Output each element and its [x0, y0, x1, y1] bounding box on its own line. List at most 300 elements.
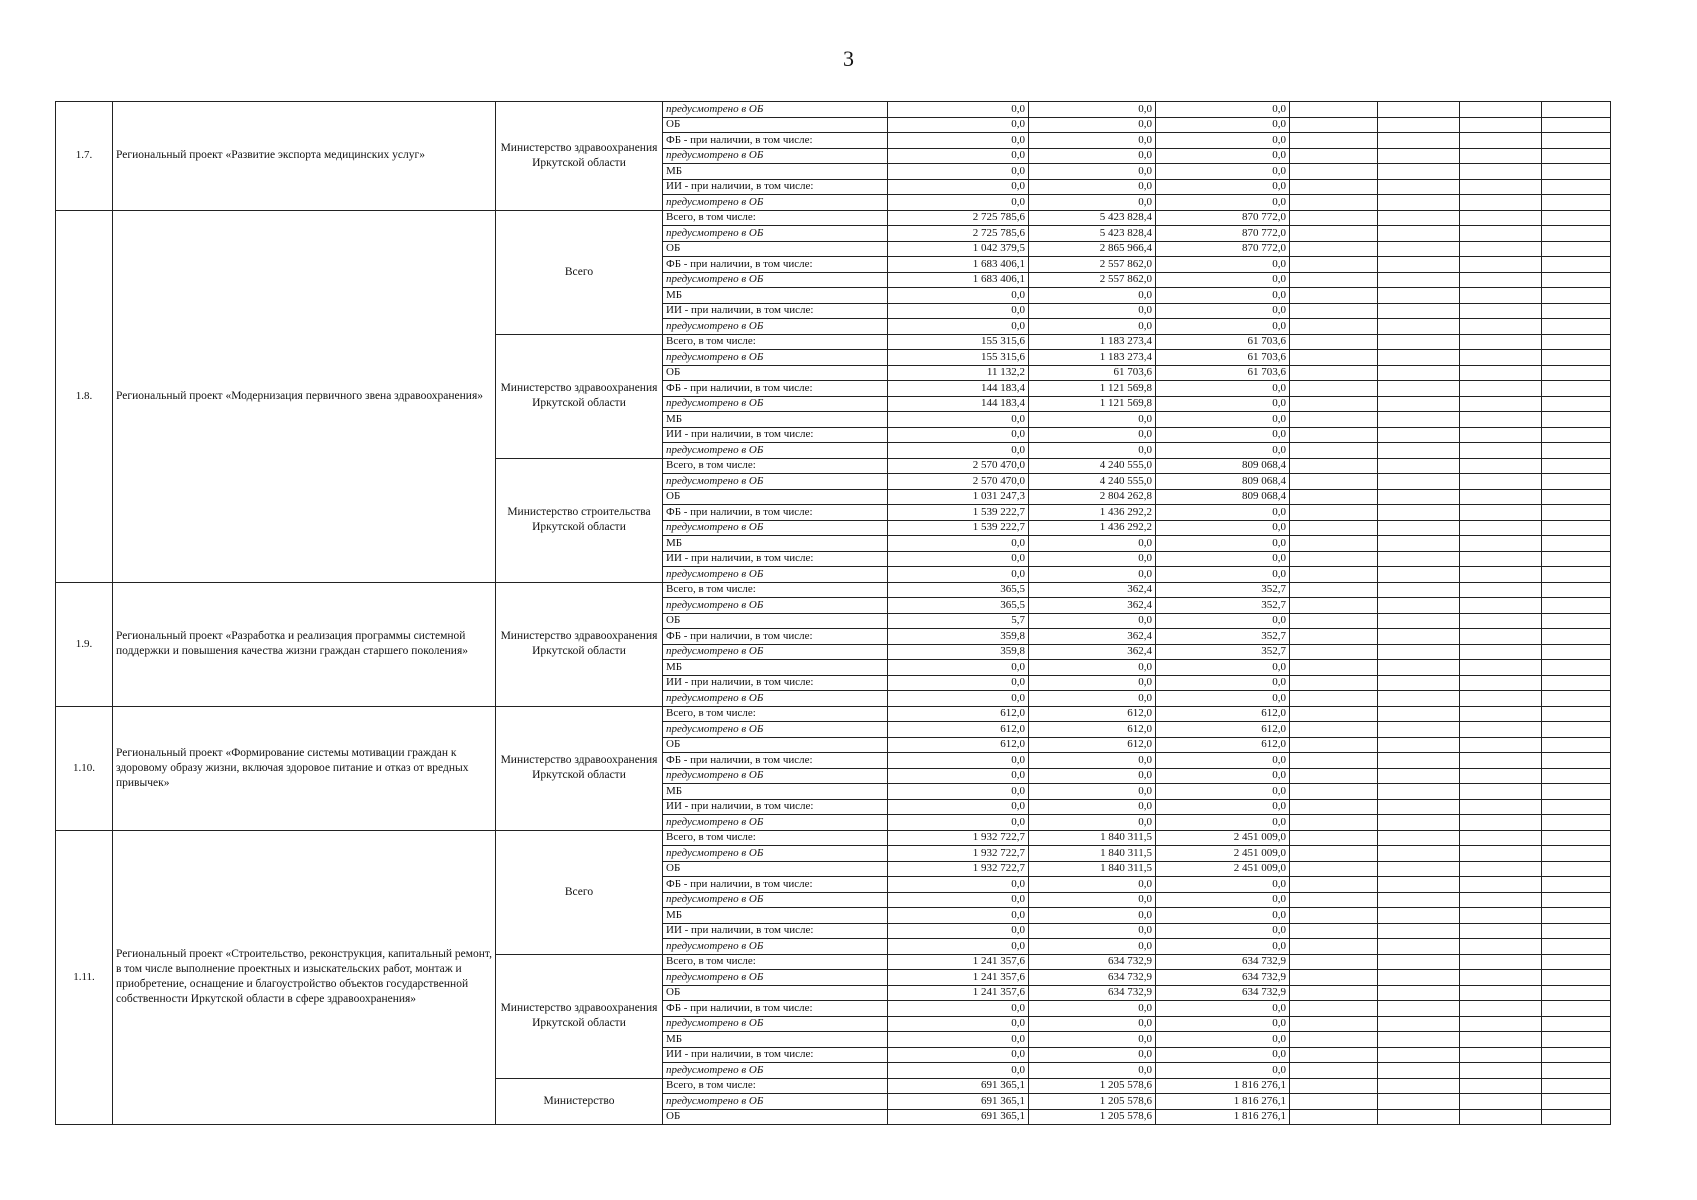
empty-cell: [1460, 722, 1542, 738]
amount-cell: 365,5: [888, 598, 1029, 614]
empty-cell: [1290, 319, 1378, 335]
amount-cell: 61 703,6: [1156, 334, 1290, 350]
empty-cell: [1542, 1016, 1611, 1032]
empty-cell: [1542, 396, 1611, 412]
amount-cell: 0,0: [1156, 133, 1290, 149]
empty-cell: [1542, 1063, 1611, 1079]
funding-source-label: Всего, в том числе:: [663, 706, 888, 722]
empty-cell: [1290, 815, 1378, 831]
item-name: Региональный проект «Модернизация первичного звена здравоохранения»: [113, 210, 496, 582]
empty-cell: [1290, 257, 1378, 273]
empty-cell: [1378, 737, 1460, 753]
empty-cell: [1542, 210, 1611, 226]
empty-cell: [1542, 288, 1611, 304]
amount-cell: 1 816 276,1: [1156, 1094, 1290, 1110]
funding-source-label: МБ: [663, 908, 888, 924]
funding-source-label: предусмотрено в ОБ: [663, 474, 888, 490]
empty-cell: [1542, 675, 1611, 691]
empty-cell: [1378, 1001, 1460, 1017]
amount-cell: 0,0: [1029, 117, 1156, 133]
executor-cell: Министерство здравоохранения Иркутской области: [496, 582, 663, 706]
amount-cell: 1 683 406,1: [888, 257, 1029, 273]
empty-cell: [1460, 1078, 1542, 1094]
amount-cell: 0,0: [1029, 427, 1156, 443]
funding-source-label: МБ: [663, 412, 888, 428]
amount-cell: 5 423 828,4: [1029, 210, 1156, 226]
amount-cell: 809 068,4: [1156, 458, 1290, 474]
empty-cell: [1378, 861, 1460, 877]
funding-source-label: ИИ - при наличии, в том числе:: [663, 427, 888, 443]
empty-cell: [1378, 505, 1460, 521]
amount-cell: 144 183,4: [888, 381, 1029, 397]
empty-cell: [1460, 892, 1542, 908]
empty-cell: [1290, 582, 1378, 598]
amount-cell: 0,0: [1029, 877, 1156, 893]
empty-cell: [1542, 179, 1611, 195]
amount-cell: 1 121 569,8: [1029, 396, 1156, 412]
empty-cell: [1290, 660, 1378, 676]
amount-cell: 0,0: [1029, 660, 1156, 676]
empty-cell: [1290, 148, 1378, 164]
amount-cell: 2 451 009,0: [1156, 846, 1290, 862]
amount-cell: 870 772,0: [1156, 210, 1290, 226]
funding-source-label: предусмотрено в ОБ: [663, 195, 888, 211]
empty-cell: [1290, 536, 1378, 552]
empty-cell: [1290, 1016, 1378, 1032]
empty-cell: [1542, 272, 1611, 288]
amount-cell: 0,0: [1029, 691, 1156, 707]
funding-source-label: предусмотрено в ОБ: [663, 319, 888, 335]
empty-cell: [1460, 675, 1542, 691]
empty-cell: [1378, 985, 1460, 1001]
empty-cell: [1290, 303, 1378, 319]
empty-cell: [1378, 179, 1460, 195]
executor-cell: Министерство здравоохранения Иркутской области: [496, 334, 663, 458]
funding-source-label: предусмотрено в ОБ: [663, 1063, 888, 1079]
empty-cell: [1460, 551, 1542, 567]
empty-cell: [1378, 443, 1460, 459]
amount-cell: 691 365,1: [888, 1094, 1029, 1110]
empty-cell: [1378, 598, 1460, 614]
amount-cell: 612,0: [1029, 706, 1156, 722]
amount-cell: 61 703,6: [1156, 365, 1290, 381]
item-number: 1.8.: [56, 210, 113, 582]
empty-cell: [1542, 582, 1611, 598]
empty-cell: [1290, 164, 1378, 180]
amount-cell: 4 240 555,0: [1029, 458, 1156, 474]
funding-source-label: ИИ - при наличии, в том числе:: [663, 923, 888, 939]
empty-cell: [1460, 195, 1542, 211]
empty-cell: [1378, 164, 1460, 180]
empty-cell: [1460, 396, 1542, 412]
executor-cell: Всего: [496, 830, 663, 954]
funding-source-label: предусмотрено в ОБ: [663, 443, 888, 459]
empty-cell: [1378, 908, 1460, 924]
funding-source-label: ОБ: [663, 613, 888, 629]
empty-cell: [1542, 753, 1611, 769]
empty-cell: [1378, 1032, 1460, 1048]
empty-cell: [1460, 1047, 1542, 1063]
empty-cell: [1290, 908, 1378, 924]
empty-cell: [1460, 737, 1542, 753]
amount-cell: 634 732,9: [1156, 970, 1290, 986]
amount-cell: 1 816 276,1: [1156, 1078, 1290, 1094]
empty-cell: [1290, 334, 1378, 350]
empty-cell: [1460, 613, 1542, 629]
funding-source-label: предусмотрено в ОБ: [663, 644, 888, 660]
amount-cell: 0,0: [1029, 675, 1156, 691]
empty-cell: [1542, 1094, 1611, 1110]
amount-cell: 0,0: [1156, 381, 1290, 397]
empty-cell: [1542, 164, 1611, 180]
funding-source-label: предусмотрено в ОБ: [663, 350, 888, 366]
amount-cell: 0,0: [1156, 505, 1290, 521]
funding-source-label: ИИ - при наличии, в том числе:: [663, 179, 888, 195]
funding-source-label: Всего, в том числе:: [663, 334, 888, 350]
empty-cell: [1290, 706, 1378, 722]
empty-cell: [1378, 334, 1460, 350]
amount-cell: 359,8: [888, 644, 1029, 660]
empty-cell: [1378, 1094, 1460, 1110]
empty-cell: [1542, 365, 1611, 381]
funding-source-label: ИИ - при наличии, в том числе:: [663, 799, 888, 815]
amount-cell: 0,0: [888, 939, 1029, 955]
empty-cell: [1290, 412, 1378, 428]
empty-cell: [1378, 241, 1460, 257]
amount-cell: 352,7: [1156, 582, 1290, 598]
empty-cell: [1378, 551, 1460, 567]
empty-cell: [1460, 210, 1542, 226]
item-name: Региональный проект «Разработка и реализация программы системной поддержки и повышения качества жизни граждан старшего поколения»: [113, 582, 496, 706]
empty-cell: [1290, 567, 1378, 583]
empty-cell: [1290, 939, 1378, 955]
funding-source-label: ИИ - при наличии, в том числе:: [663, 551, 888, 567]
empty-cell: [1460, 288, 1542, 304]
empty-cell: [1460, 443, 1542, 459]
amount-cell: 0,0: [1029, 133, 1156, 149]
empty-cell: [1542, 954, 1611, 970]
empty-cell: [1460, 939, 1542, 955]
empty-cell: [1460, 815, 1542, 831]
empty-cell: [1378, 257, 1460, 273]
empty-cell: [1290, 489, 1378, 505]
funding-source-label: МБ: [663, 660, 888, 676]
empty-cell: [1378, 365, 1460, 381]
empty-cell: [1378, 1078, 1460, 1094]
amount-cell: 0,0: [888, 784, 1029, 800]
amount-cell: 2 570 470,0: [888, 458, 1029, 474]
empty-cell: [1460, 179, 1542, 195]
amount-cell: 612,0: [888, 706, 1029, 722]
empty-cell: [1378, 970, 1460, 986]
empty-cell: [1378, 923, 1460, 939]
empty-cell: [1460, 474, 1542, 490]
empty-cell: [1460, 226, 1542, 242]
empty-cell: [1290, 133, 1378, 149]
empty-cell: [1290, 520, 1378, 536]
empty-cell: [1378, 753, 1460, 769]
amount-cell: 0,0: [1029, 892, 1156, 908]
amount-cell: 0,0: [1029, 179, 1156, 195]
funding-source-label: предусмотрено в ОБ: [663, 939, 888, 955]
amount-cell: 612,0: [888, 737, 1029, 753]
item-name: Региональный проект «Развитие экспорта медицинских услуг»: [113, 102, 496, 211]
amount-cell: 0,0: [888, 303, 1029, 319]
empty-cell: [1460, 458, 1542, 474]
amount-cell: 0,0: [1156, 179, 1290, 195]
empty-cell: [1542, 303, 1611, 319]
amount-cell: 1 816 276,1: [1156, 1109, 1290, 1125]
empty-cell: [1378, 1047, 1460, 1063]
funding-source-label: предусмотрено в ОБ: [663, 396, 888, 412]
empty-cell: [1378, 536, 1460, 552]
empty-cell: [1290, 970, 1378, 986]
amount-cell: 0,0: [1156, 1032, 1290, 1048]
amount-cell: 0,0: [1029, 1047, 1156, 1063]
amount-cell: 0,0: [888, 768, 1029, 784]
empty-cell: [1542, 381, 1611, 397]
amount-cell: 0,0: [1156, 319, 1290, 335]
amount-cell: 612,0: [1156, 706, 1290, 722]
amount-cell: 0,0: [888, 1032, 1029, 1048]
funding-source-label: ФБ - при наличии, в том числе:: [663, 629, 888, 645]
empty-cell: [1460, 644, 1542, 660]
amount-cell: 0,0: [888, 923, 1029, 939]
funding-source-label: ОБ: [663, 241, 888, 257]
amount-cell: 0,0: [1156, 1016, 1290, 1032]
empty-cell: [1378, 877, 1460, 893]
empty-cell: [1378, 830, 1460, 846]
empty-cell: [1290, 1001, 1378, 1017]
executor-cell: Министерство здравоохранения Иркутской области: [496, 706, 663, 830]
amount-cell: 0,0: [1156, 939, 1290, 955]
empty-cell: [1460, 877, 1542, 893]
amount-cell: 0,0: [1029, 613, 1156, 629]
amount-cell: 0,0: [888, 195, 1029, 211]
empty-cell: [1378, 148, 1460, 164]
empty-cell: [1460, 412, 1542, 428]
funding-source-label: Всего, в том числе:: [663, 830, 888, 846]
amount-cell: 2 557 862,0: [1029, 272, 1156, 288]
empty-cell: [1378, 1063, 1460, 1079]
empty-cell: [1378, 954, 1460, 970]
amount-cell: 1 932 722,7: [888, 846, 1029, 862]
amount-cell: 0,0: [1156, 195, 1290, 211]
amount-cell: 0,0: [888, 815, 1029, 831]
empty-cell: [1460, 846, 1542, 862]
empty-cell: [1290, 1109, 1378, 1125]
funding-source-label: ОБ: [663, 365, 888, 381]
funding-source-label: ОБ: [663, 737, 888, 753]
empty-cell: [1542, 660, 1611, 676]
empty-cell: [1378, 412, 1460, 428]
empty-cell: [1378, 195, 1460, 211]
amount-cell: 0,0: [888, 799, 1029, 815]
amount-cell: 612,0: [888, 722, 1029, 738]
empty-cell: [1460, 536, 1542, 552]
amount-cell: 0,0: [1156, 753, 1290, 769]
amount-cell: 0,0: [888, 675, 1029, 691]
amount-cell: 809 068,4: [1156, 489, 1290, 505]
empty-cell: [1378, 613, 1460, 629]
empty-cell: [1542, 706, 1611, 722]
amount-cell: 2 804 262,8: [1029, 489, 1156, 505]
funding-source-label: ФБ - при наличии, в том числе:: [663, 505, 888, 521]
funding-source-label: предусмотрено в ОБ: [663, 691, 888, 707]
empty-cell: [1290, 1032, 1378, 1048]
empty-cell: [1542, 257, 1611, 273]
empty-cell: [1460, 582, 1542, 598]
empty-cell: [1542, 1047, 1611, 1063]
amount-cell: 0,0: [888, 319, 1029, 335]
amount-cell: 1 042 379,5: [888, 241, 1029, 257]
executor-cell: Всего: [496, 210, 663, 334]
amount-cell: 155 315,6: [888, 350, 1029, 366]
funding-source-label: ИИ - при наличии, в том числе:: [663, 1047, 888, 1063]
amount-cell: 0,0: [1156, 613, 1290, 629]
amount-cell: 0,0: [1156, 427, 1290, 443]
amount-cell: 362,4: [1029, 582, 1156, 598]
empty-cell: [1290, 954, 1378, 970]
empty-cell: [1378, 458, 1460, 474]
empty-cell: [1290, 675, 1378, 691]
amount-cell: 1 932 722,7: [888, 830, 1029, 846]
empty-cell: [1542, 536, 1611, 552]
empty-cell: [1542, 117, 1611, 133]
amount-cell: 0,0: [1156, 412, 1290, 428]
empty-cell: [1460, 102, 1542, 118]
empty-cell: [1290, 210, 1378, 226]
amount-cell: 0,0: [1029, 164, 1156, 180]
empty-cell: [1290, 877, 1378, 893]
amount-cell: 0,0: [888, 908, 1029, 924]
empty-cell: [1290, 179, 1378, 195]
funding-source-label: ФБ - при наличии, в том числе:: [663, 1001, 888, 1017]
amount-cell: 0,0: [1156, 691, 1290, 707]
amount-cell: 634 732,9: [1029, 985, 1156, 1001]
funding-source-label: предусмотрено в ОБ: [663, 102, 888, 118]
amount-cell: 0,0: [1029, 536, 1156, 552]
amount-cell: 0,0: [1029, 753, 1156, 769]
amount-cell: 0,0: [888, 567, 1029, 583]
funding-source-label: предусмотрено в ОБ: [663, 970, 888, 986]
empty-cell: [1290, 350, 1378, 366]
empty-cell: [1290, 753, 1378, 769]
amount-cell: 0,0: [1156, 148, 1290, 164]
amount-cell: 691 365,1: [888, 1109, 1029, 1125]
empty-cell: [1290, 846, 1378, 862]
amount-cell: 1 539 222,7: [888, 505, 1029, 521]
amount-cell: 2 557 862,0: [1029, 257, 1156, 273]
empty-cell: [1542, 443, 1611, 459]
empty-cell: [1542, 489, 1611, 505]
empty-cell: [1460, 970, 1542, 986]
empty-cell: [1542, 319, 1611, 335]
amount-cell: 0,0: [1156, 923, 1290, 939]
empty-cell: [1290, 288, 1378, 304]
amount-cell: 0,0: [888, 443, 1029, 459]
empty-cell: [1542, 458, 1611, 474]
table-row: [56, 830, 1611, 846]
amount-cell: 359,8: [888, 629, 1029, 645]
empty-cell: [1542, 861, 1611, 877]
amount-cell: 1 183 273,4: [1029, 350, 1156, 366]
amount-cell: 0,0: [1029, 784, 1156, 800]
empty-cell: [1378, 226, 1460, 242]
empty-cell: [1290, 272, 1378, 288]
amount-cell: 612,0: [1029, 722, 1156, 738]
funding-source-label: ОБ: [663, 117, 888, 133]
amount-cell: 0,0: [1156, 768, 1290, 784]
item-number: 1.7.: [56, 102, 113, 211]
funding-source-label: Всего, в том числе:: [663, 210, 888, 226]
empty-cell: [1290, 768, 1378, 784]
empty-cell: [1460, 257, 1542, 273]
empty-cell: [1460, 985, 1542, 1001]
empty-cell: [1460, 381, 1542, 397]
empty-cell: [1378, 117, 1460, 133]
amount-cell: 362,4: [1029, 629, 1156, 645]
amount-cell: 0,0: [1029, 908, 1156, 924]
amount-cell: 0,0: [888, 877, 1029, 893]
funding-source-label: предусмотрено в ОБ: [663, 567, 888, 583]
amount-cell: 0,0: [888, 691, 1029, 707]
amount-cell: 0,0: [1156, 877, 1290, 893]
amount-cell: 0,0: [888, 1047, 1029, 1063]
empty-cell: [1460, 706, 1542, 722]
empty-cell: [1378, 474, 1460, 490]
empty-cell: [1378, 892, 1460, 908]
empty-cell: [1290, 117, 1378, 133]
empty-cell: [1542, 551, 1611, 567]
amount-cell: 0,0: [1156, 520, 1290, 536]
funding-source-label: МБ: [663, 536, 888, 552]
empty-cell: [1460, 117, 1542, 133]
amount-cell: 0,0: [888, 660, 1029, 676]
empty-cell: [1290, 427, 1378, 443]
funding-source-label: предусмотрено в ОБ: [663, 1094, 888, 1110]
empty-cell: [1378, 691, 1460, 707]
amount-cell: 365,5: [888, 582, 1029, 598]
empty-cell: [1542, 505, 1611, 521]
empty-cell: [1378, 660, 1460, 676]
empty-cell: [1542, 737, 1611, 753]
amount-cell: 0,0: [1029, 567, 1156, 583]
funding-source-label: ИИ - при наличии, в том числе:: [663, 303, 888, 319]
empty-cell: [1378, 567, 1460, 583]
amount-cell: 612,0: [1156, 722, 1290, 738]
empty-cell: [1460, 908, 1542, 924]
amount-cell: 1 241 357,6: [888, 954, 1029, 970]
amount-cell: 0,0: [1029, 815, 1156, 831]
table-row: [56, 102, 1611, 118]
empty-cell: [1460, 784, 1542, 800]
empty-cell: [1542, 474, 1611, 490]
funding-source-label: ФБ - при наличии, в том числе:: [663, 753, 888, 769]
amount-cell: 1 241 357,6: [888, 970, 1029, 986]
amount-cell: 0,0: [888, 148, 1029, 164]
amount-cell: 0,0: [888, 288, 1029, 304]
amount-cell: 1 183 273,4: [1029, 334, 1156, 350]
amount-cell: 2 570 470,0: [888, 474, 1029, 490]
amount-cell: 0,0: [1029, 443, 1156, 459]
empty-cell: [1460, 520, 1542, 536]
amount-cell: 2 865 966,4: [1029, 241, 1156, 257]
empty-cell: [1460, 334, 1542, 350]
empty-cell: [1290, 985, 1378, 1001]
empty-cell: [1378, 427, 1460, 443]
empty-cell: [1542, 567, 1611, 583]
